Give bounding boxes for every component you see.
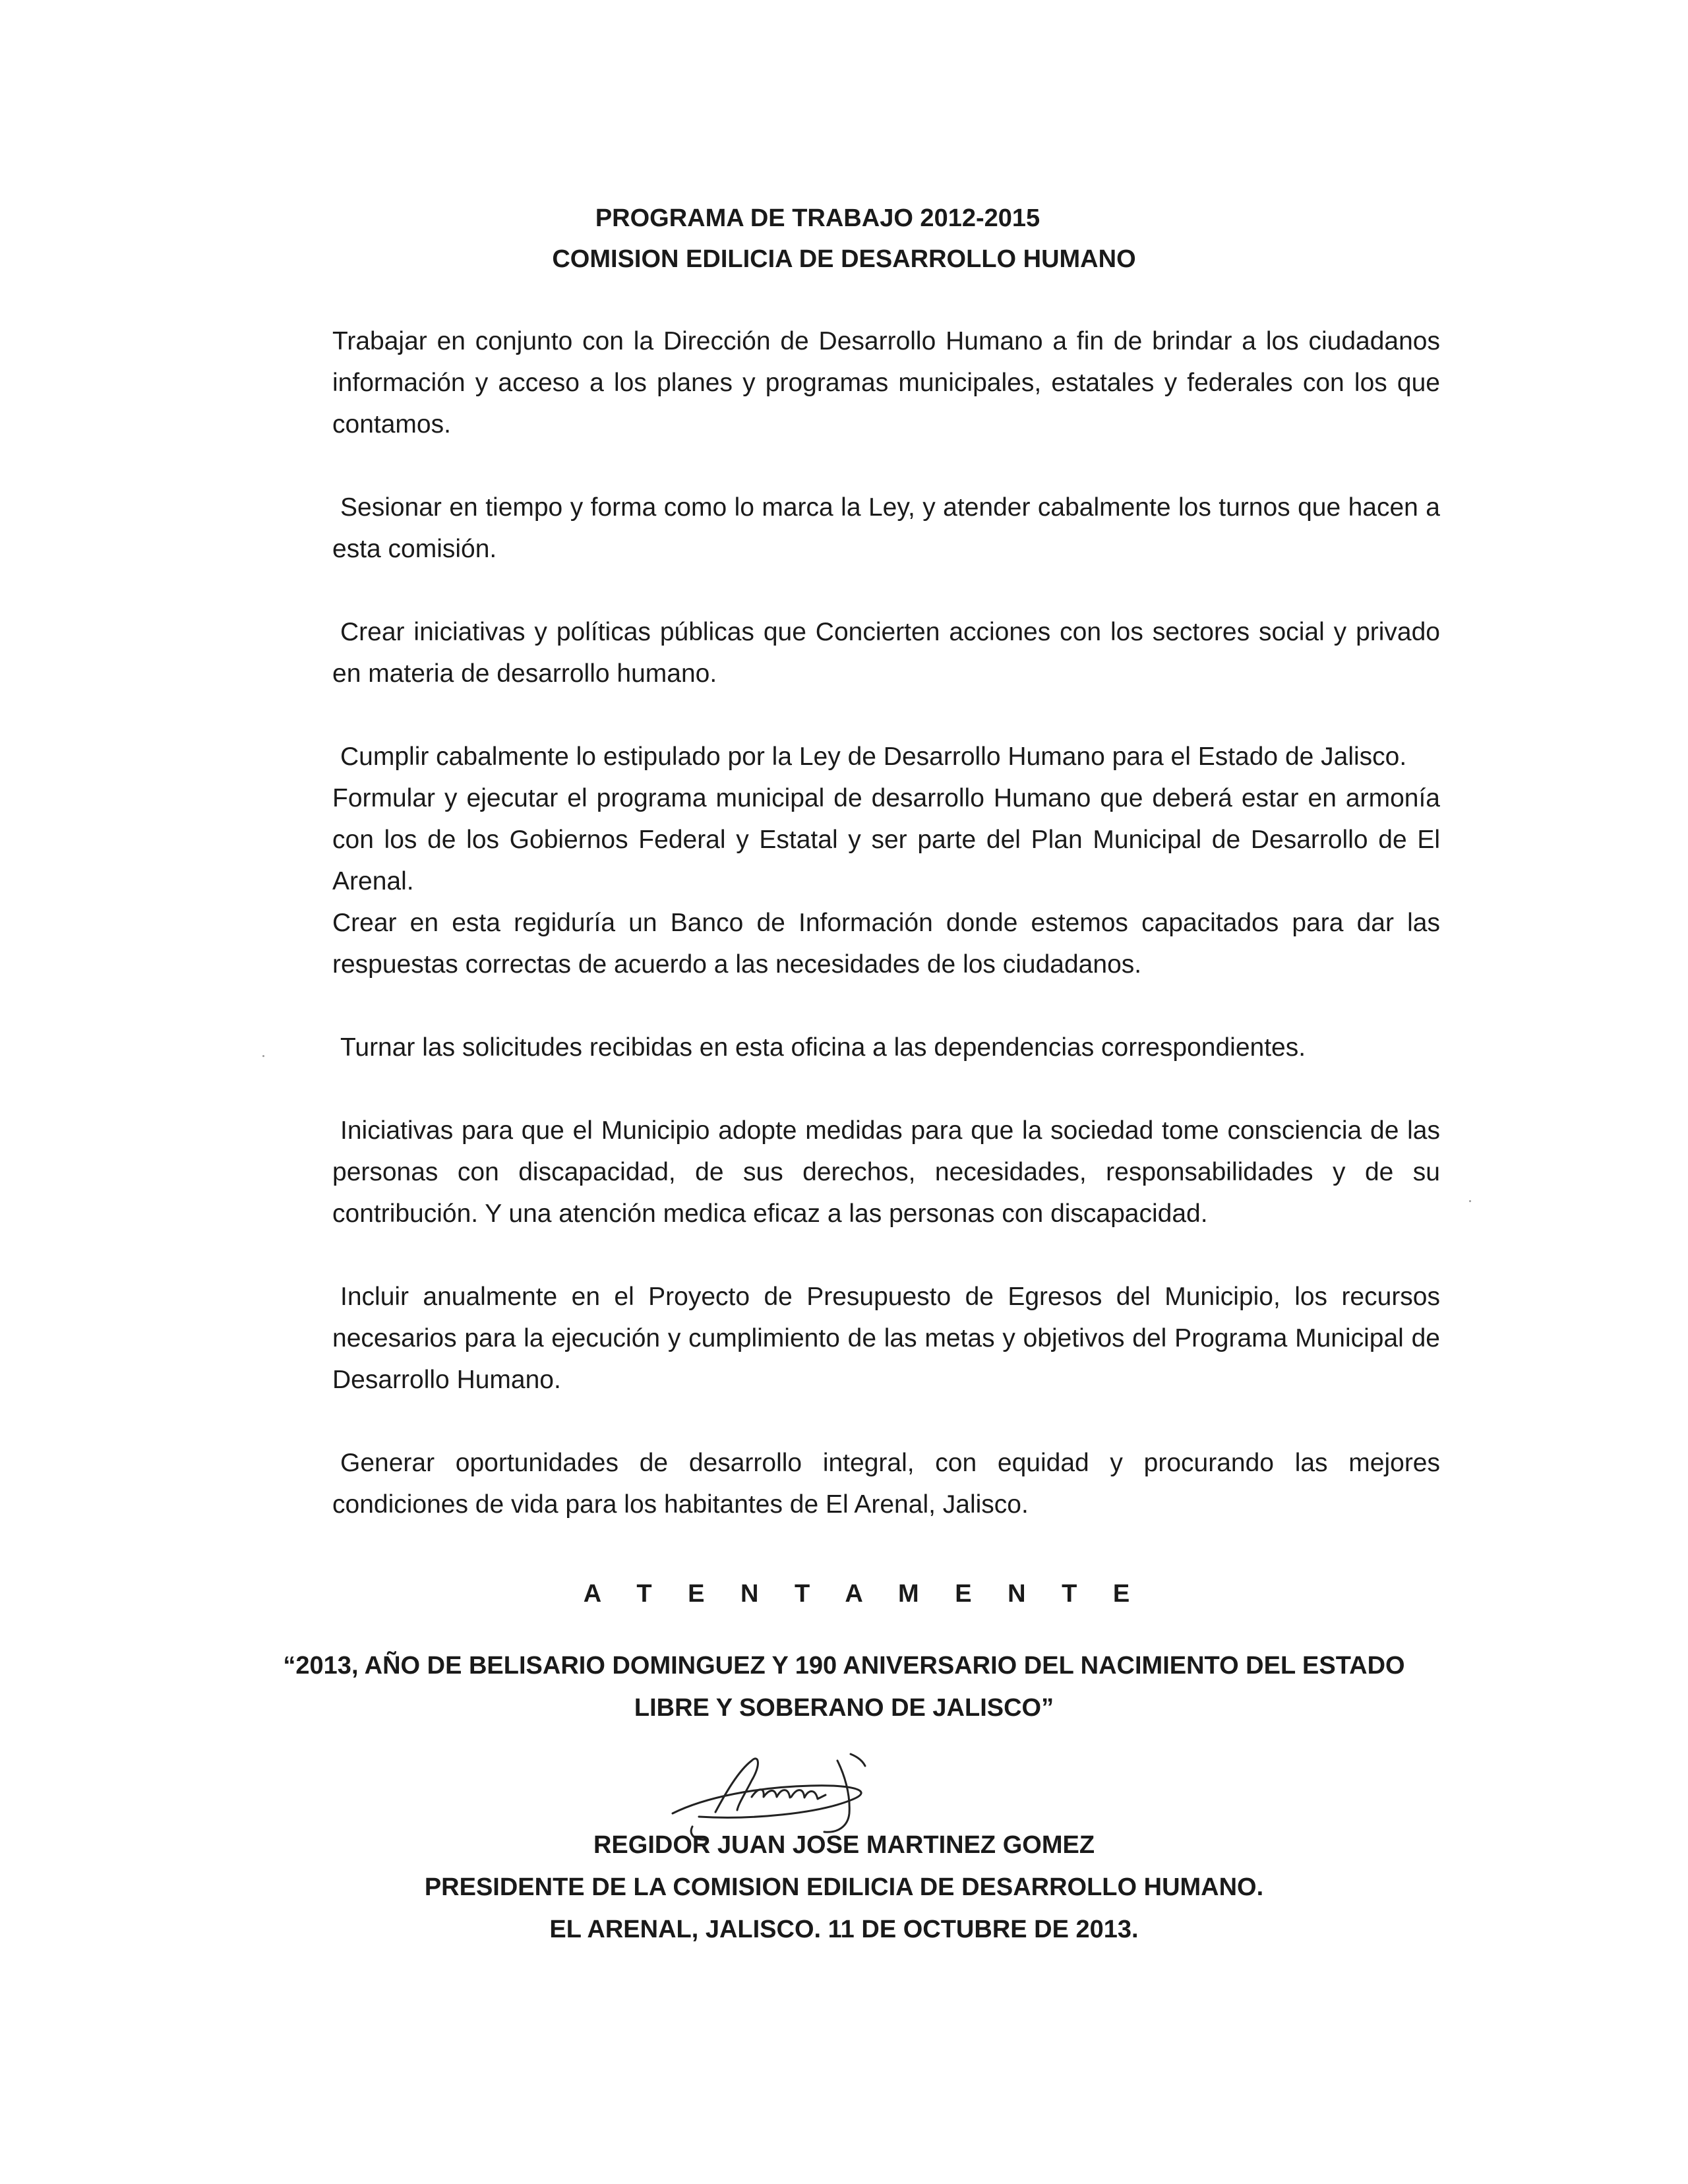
scan-speck xyxy=(262,1055,264,1057)
paragraph-1: Trabajar en conjunto con la Dirección de Desarrollo Humano a fin de brindar a los ciudadanos información y acceso a los planes y programas municipales, estatales y federales con los que contamos. xyxy=(332,327,1440,439)
paragraph-5: Formular y ejecutar el programa municipal de desarrollo Humano que deberá estar en armonía con los de los Gobiernos Federal y Estatal y ser parte del Plan Municipal de Desarrollo de El Arenal. xyxy=(332,784,1440,895)
document-title: PROGRAMA DE TRABAJO 2012-2015 xyxy=(595,204,1040,232)
paragraph-10: Generar oportunidades de desarrollo integral, con equidad y procurando las mejores condiciones de vida para los habitantes de El Arenal, Jalisco. xyxy=(332,1449,1440,1519)
paragraph-4: Cumplir cabalmente lo estipulado por la Ley de Desarrollo Humano para el Estado de Jalisco. xyxy=(340,743,1407,771)
paragraph-6: Crear en esta regiduría un Banco de Información donde estemos capacitados para dar las respuestas correctas de acuerdo a las necesidades de los ciudadanos. xyxy=(332,909,1440,979)
salutation: A T E N T A M E N T E xyxy=(583,1580,1145,1608)
document-body xyxy=(332,320,1440,1525)
scan-speck xyxy=(1469,1200,1471,1202)
motto-line-1: “2013, AÑO DE BELISARIO DOMINGUEZ Y 190 ANIVERSARIO DEL NACIMIENTO DEL ESTADO xyxy=(283,1652,1405,1680)
signer-name: REGIDOR JUAN JOSE MARTINEZ GOMEZ xyxy=(593,1831,1095,1859)
paragraph-8: Iniciativas para que el Municipio adopte medidas para que la sociedad tome consciencia de las personas con discapacidad, de sus derechos, necesidades, responsabilidades y de su contribución. Y una atención medica eficaz a las personas con discapacidad. xyxy=(332,1116,1440,1228)
paragraph-9: Incluir anualmente en el Proyecto de Presupuesto de Egresos del Municipio, los recursos necesarios para la ejecución y cumplimiento de las metas y objetivos del Programa Municipal de Desarrollo Humano. xyxy=(332,1283,1440,1394)
paragraph-7: Turnar las solicitudes recibidas en esta oficina a las dependencias correspondientes. xyxy=(340,1033,1306,1062)
motto xyxy=(264,1645,1424,1729)
motto-line-2: LIBRE Y SOBERANO DE JALISCO” xyxy=(634,1694,1054,1722)
document-header xyxy=(0,198,1688,280)
signer-position: PRESIDENTE DE LA COMISION EDILICIA DE DESARROLLO HUMANO. xyxy=(424,1873,1264,1901)
paragraph-3: Crear iniciativas y políticas públicas que Concierten acciones con los sectores social y privado en materia de desarrollo humano. xyxy=(332,618,1440,688)
signature-block xyxy=(0,1824,1688,1951)
document-subtitle: COMISION EDILICIA DE DESARROLLO HUMANO xyxy=(552,245,1136,273)
place-date: EL ARENAL, JALISCO. 11 DE OCTUBRE DE 2013. xyxy=(549,1916,1139,1943)
paragraph-2: Sesionar en tiempo y forma como lo marca la Ley, y atender cabalmente los turnos que hacen a esta comisión. xyxy=(332,493,1440,563)
